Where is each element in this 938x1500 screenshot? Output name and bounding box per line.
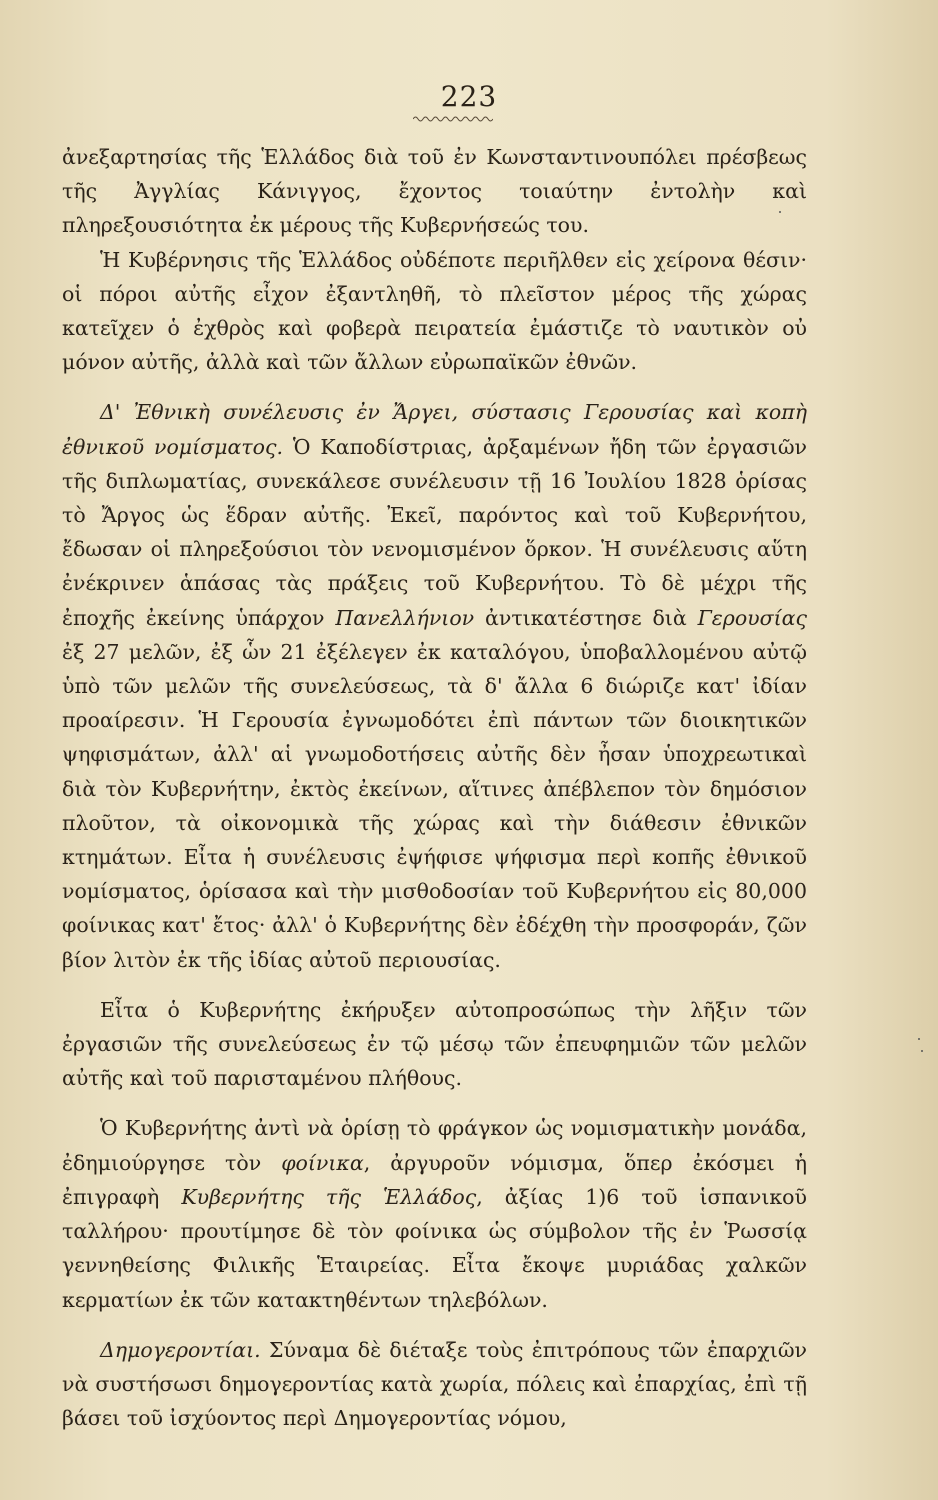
margin-speck: [921, 1050, 923, 1052]
text-run: Εἶτα ὁ Κυβερνήτης ἐκήρυξεν αὐτοπροσώπως τὴν λῆξιν τῶν ἐργασιῶν τῆς συνελεύσεως ἐν τῷ μέσῳ τῶν ἐπευφημιῶν τῶν μελῶν αὐτῆς καὶ τοῦ παρισταμένου πλήθους.: [62, 997, 807, 1091]
margin-speck: [779, 211, 781, 213]
text-run: , ἀξίας 1)6 τοῦ ἱσπανικοῦ ταλλήρου· προυτίμησε δὲ τὸν φοίνικα ὡς σύμβολον τῆς ἐν Ῥωσσίᾳ γεννηθείσης Φιλικῆς Ἑταιρείας. Εἶτα ἔκοψε μυριάδας χαλκῶν κερματίων ἐκ τῶν κατακτηθέντων τηλεβόλων.: [62, 1184, 807, 1312]
body-text: [62, 140, 807, 1435]
wavy-ornament-icon: [413, 114, 493, 124]
margin-speck: [918, 1038, 920, 1040]
paragraph-demogerontia: [62, 1333, 807, 1436]
text-run: Σύναμα δὲ διέταξε τοὺς ἐπιτρόπους τῶν ἐπαρχιῶν νὰ συστήσωσι δημογεροντίας κατὰ χωρία, πόλεις καὶ ἐπαρχίας, ἐπὶ τῇ βάσει τοῦ ἰσχύοντος περὶ Δημογεροντίας νόμου,: [62, 1337, 807, 1431]
paragraph-national-assembly: [62, 395, 807, 976]
paragraph-government: [62, 243, 807, 380]
italic-term: φοίνικα: [281, 1150, 364, 1175]
section-heading: Δ' Ἐθνικὴ συνέλευσις ἐν Ἄργει, σύστασις Γερουσίας καὶ κοπὴ ἐθνικοῦ νομίσματος.: [62, 400, 807, 459]
italic-term: Πανελλήνιον: [335, 605, 475, 630]
text-run: Ἡ Κυβέρνησις τῆς Ἑλλάδος οὐδέποτε περιῆλθεν εἰς χείρονα θέσιν· οἱ πόροι αὐτῆς εἶχον ἐξαντληθῆ, τὸ πλεῖστον μέρος τῆς χώρας κατεῖχεν ὁ ἐχθρὸς καὶ φοβερὰ πειρατεία ἐμάστιζε τὸ ναυτικὸν οὐ μόνον αὐτῆς, ἀλλὰ καὶ τῶν ἄλλων εὐρωπαϊκῶν ἐθνῶν.: [62, 247, 807, 375]
italic-term: Γερουσίας: [697, 605, 807, 630]
text-run: Ὁ Καποδίστριας, ἀρξαμένων ἤδη τῶν ἐργασιῶν τῆς διπλωματίας, συνεκάλεσε συνέλευσιν τῇ 16 Ἰουλίου 1828 ὁρίσας τὸ Ἄργος ὡς ἕδραν αὐτῆς. Ἐκεῖ, παρόντος καὶ τοῦ Κυβερνήτου, ἔδωσαν οἱ πληρεξούσιοι τὸν νενομισμένον ὅρκον. Ἡ συνέλευσις αὕτη ἐνέκρινεν ἁπάσας τὰς πράξεις τοῦ Κυβερνήτου. Τὸ δὲ μέχρι τῆς ἐποχῆς ἐκείνης ὑπάρχον: [62, 434, 807, 630]
page-number: 223: [440, 80, 498, 113]
text-run: ἐξ 27 μελῶν, ἐξ ὧν 21 ἐξέλεγεν ἐκ καταλόγου, ὑποβαλλομένου αὐτῷ ὑπὸ τῶν μελῶν τῆς συνελεύσεως, τὰ δ' ἄλλα 6 διώριζε κατ' ἰδίαν προαίρεσιν. Ἡ Γερουσία ἐγνωμοδότει ἐπὶ πάντων τῶν διοικητικῶν ψηφισμάτων, ἀλλ' αἱ γνωμοδοτήσεις αὐτῆς δὲν ἦσαν ὑποχρεωτικαὶ διὰ τὸν Κυβερνήτην, ἐκτὸς ἐκείνων, αἵτινες ἀπέβλεπον τὸν δημόσιον πλοῦτον, τὰ οἰκονομικὰ τῆς χώρας καὶ τὴν διάθεσιν ἐθνικῶν κτημάτων. Εἶτα ἡ συνέλευσις ἐψήφισε ψήφισμα περὶ κοπῆς ἐθνικοῦ νομίσματος, ὁρίσασα καὶ τὴν μισθοδοσίαν τοῦ Κυβερνήτου εἰς 80,000 φοίνικας κατ' ἔτος· ἀλλ' ὁ Κυβερνήτης δὲν ἐδέχθη τὴν προσφοράν, ζῶν βίον λιτὸν ἐκ τῆς ἰδίας αὐτοῦ περιουσίας.: [62, 639, 807, 972]
paragraph-closing: [62, 993, 807, 1096]
text-run: Ὁ Κυβερνήτης ἀντὶ νὰ ὁρίσῃ τὸ φράγκον ὡς νομισματικὴν μονάδα, ἐδημιούργησε τὸν: [62, 1116, 807, 1175]
paragraph-currency: [62, 1111, 807, 1316]
paragraph-continuation: [62, 140, 807, 243]
text-run: ἀνεξαρτησίας τῆς Ἑλλάδος διὰ τοῦ ἐν Κωνσταντινουπόλει πρέσβεως τῆς Ἀγγλίας Κάνιγγος, ἔχοντος τοιαύτην ἐντολὴν καὶ πληρεξουσιότητα ἐκ μέρους τῆς Κυβερνήσεώς του.: [62, 145, 807, 238]
text-run: ἀντικατέστησε διὰ: [474, 605, 698, 630]
text-run: , ἀργυροῦν νόμισμα, ὅπερ ἐκόσμει ἡ ἐπιγραφὴ: [62, 1150, 807, 1209]
italic-term: Κυβερνήτης τῆς Ἑλλάδος: [181, 1184, 477, 1209]
section-heading: Δημογεροντίαι.: [100, 1337, 261, 1362]
